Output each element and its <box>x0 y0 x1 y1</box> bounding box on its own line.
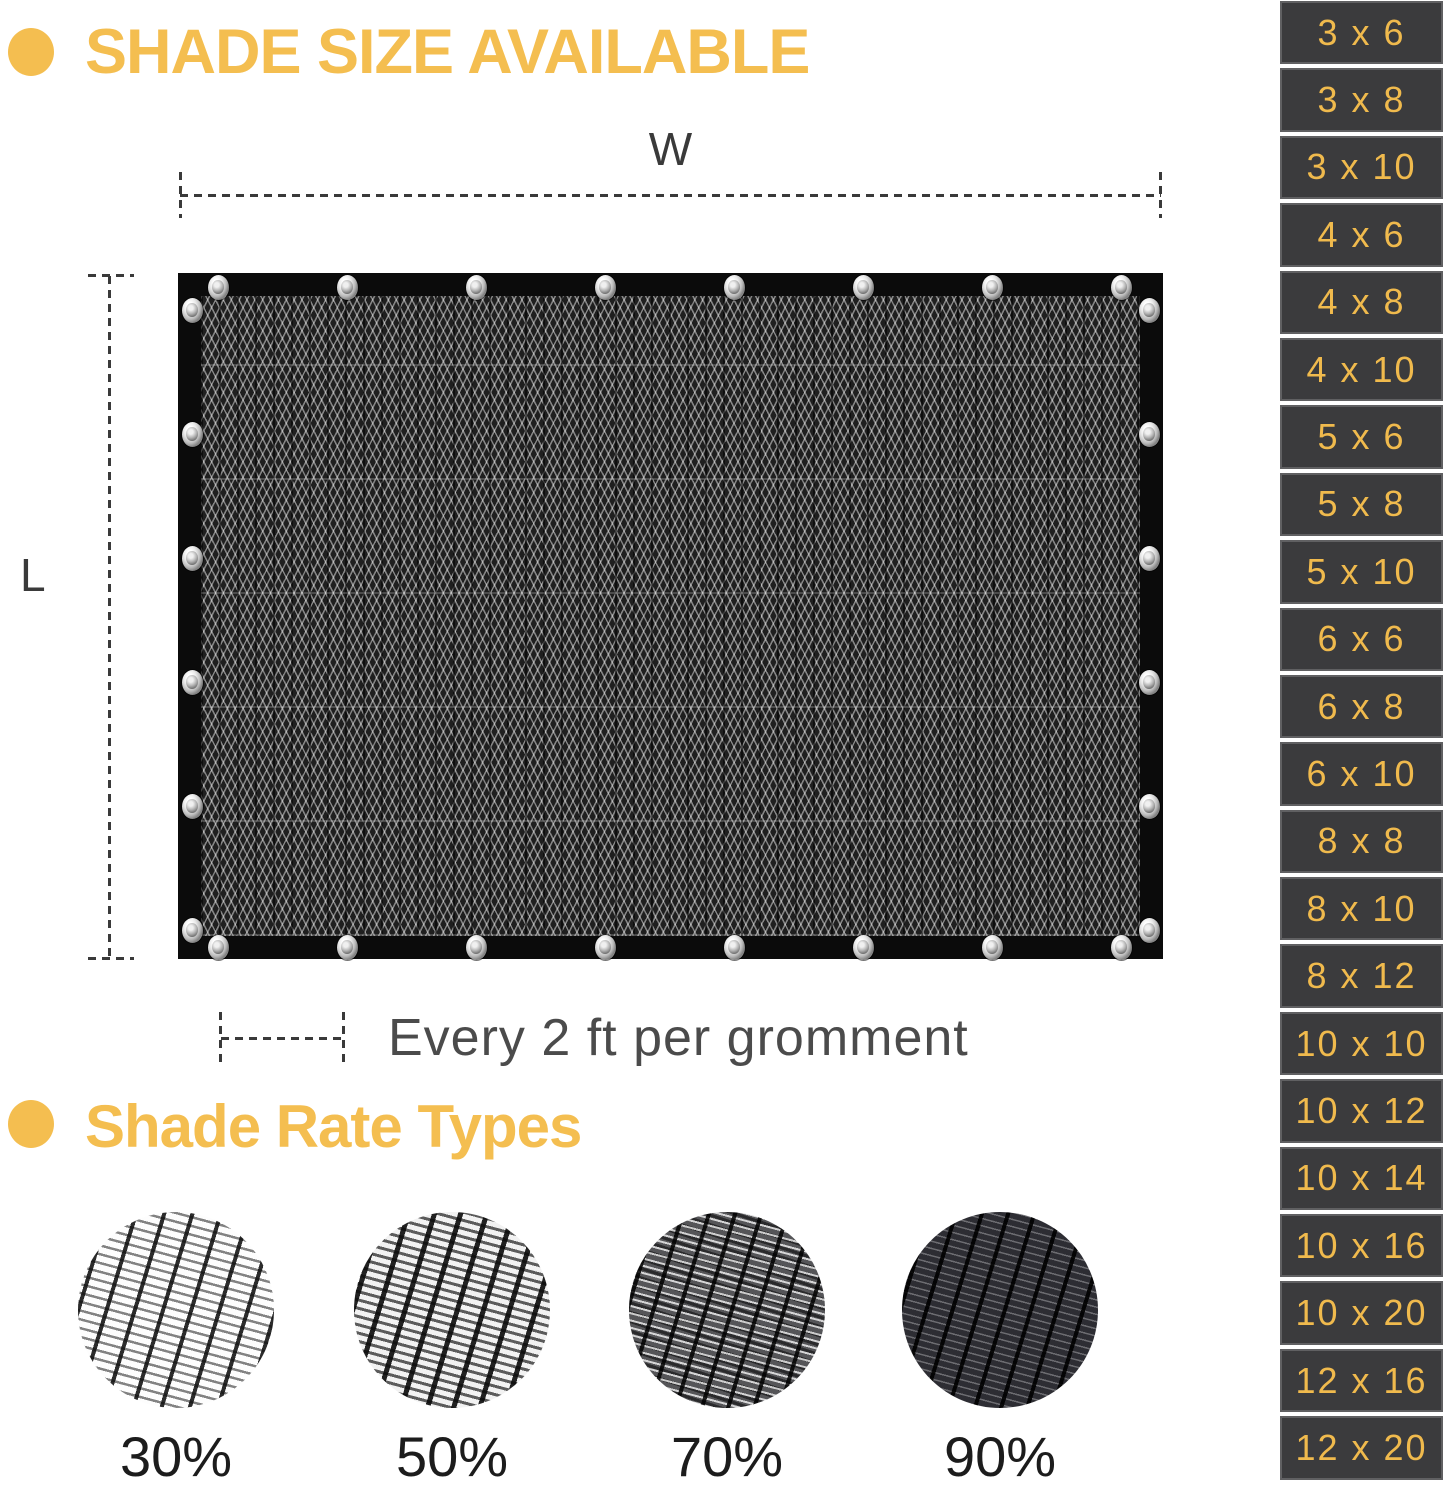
size-item: 3 x 10 <box>1280 136 1443 199</box>
grommet-hole <box>1143 427 1155 441</box>
grommet-hole <box>599 280 611 294</box>
length-dimension-tick-top <box>88 274 134 277</box>
grommet-icon <box>595 275 616 300</box>
shade-rate-label: 50% <box>395 1425 509 1485</box>
width-label: W <box>648 123 693 175</box>
rates-heading: Shade Rate Types <box>85 1093 582 1160</box>
grommet-icon <box>724 935 745 960</box>
grommet-icon <box>208 275 229 300</box>
grommet-icon <box>724 275 745 300</box>
shade-rate-swatch-70 <box>629 1212 825 1408</box>
size-item: 6 x 8 <box>1280 675 1443 738</box>
grommet-hole <box>728 280 740 294</box>
size-item: 8 x 10 <box>1280 877 1443 940</box>
grommet-icon <box>1139 298 1160 323</box>
grommet-hole <box>1143 675 1155 689</box>
grommet-icon <box>182 918 203 943</box>
grommet-hole <box>1143 799 1155 813</box>
grommet-icon <box>1139 670 1160 695</box>
grommet-icon <box>182 670 203 695</box>
size-item: 10 x 10 <box>1280 1012 1443 1075</box>
size-item: 3 x 6 <box>1280 1 1443 64</box>
grommet-hole <box>986 280 998 294</box>
sizes-heading: SHADE SIZE AVAILABLE <box>85 17 810 87</box>
grommet-hole <box>1143 923 1155 937</box>
size-item: 5 x 6 <box>1280 405 1443 468</box>
size-list <box>1280 1 1443 1484</box>
grommet-icon <box>337 275 358 300</box>
size-item: 4 x 6 <box>1280 203 1443 266</box>
width-dimension-tick-left <box>179 172 182 218</box>
size-item: 4 x 10 <box>1280 338 1443 401</box>
bullet-icon <box>8 1100 54 1148</box>
grommet-icon <box>1111 275 1132 300</box>
width-dimension-line <box>180 194 1161 197</box>
grommet-hole <box>186 799 198 813</box>
size-item: 8 x 8 <box>1280 810 1443 873</box>
grommet-icon <box>337 935 358 960</box>
grommet-hole <box>186 551 198 565</box>
grommet-hole <box>470 940 482 954</box>
size-item: 8 x 12 <box>1280 944 1443 1007</box>
grommet-hole <box>186 303 198 317</box>
grommet-icon <box>1139 422 1160 447</box>
size-item: 10 x 14 <box>1280 1147 1443 1210</box>
size-item: 5 x 10 <box>1280 540 1443 603</box>
length-label: L <box>20 549 46 601</box>
grommet-icon <box>182 422 203 447</box>
grommet-icon <box>853 935 874 960</box>
grommet-hole <box>1115 940 1127 954</box>
grommet-icon <box>853 275 874 300</box>
grommet-hole <box>341 280 353 294</box>
grommet-icon <box>1111 935 1132 960</box>
grommet-hole <box>1115 280 1127 294</box>
grommet-icon <box>208 935 229 960</box>
grommet-hole <box>599 940 611 954</box>
size-item: 3 x 8 <box>1280 68 1443 131</box>
size-item: 12 x 20 <box>1280 1416 1443 1479</box>
width-dimension-tick-right <box>1159 172 1162 218</box>
bullet-icon <box>8 28 54 76</box>
grommet-icon <box>466 935 487 960</box>
grommet-icon <box>1139 794 1160 819</box>
grommet-hole <box>728 940 740 954</box>
size-item: 4 x 8 <box>1280 271 1443 334</box>
grommet-icon <box>1139 546 1160 571</box>
grommet-icon <box>182 794 203 819</box>
shade-rate-swatch-90 <box>902 1212 1098 1408</box>
grommet-hole <box>212 940 224 954</box>
grommet-hole <box>341 940 353 954</box>
size-item: 10 x 20 <box>1280 1281 1443 1344</box>
grommet-hole <box>857 280 869 294</box>
shade-rate-label: 90% <box>943 1425 1057 1485</box>
size-item: 10 x 12 <box>1280 1079 1443 1142</box>
grommet-hole <box>1143 551 1155 565</box>
length-dimension-tick-bottom <box>88 957 134 960</box>
size-item: 5 x 8 <box>1280 473 1443 536</box>
grommet-hole <box>186 923 198 937</box>
grommet-hole <box>212 280 224 294</box>
size-item: 10 x 16 <box>1280 1214 1443 1277</box>
grommet-spacing-line <box>221 1037 343 1040</box>
size-item: 12 x 16 <box>1280 1349 1443 1412</box>
grommet-icon <box>982 275 1003 300</box>
grommet-icon <box>595 935 616 960</box>
grommet-hole <box>186 427 198 441</box>
grommet-icon <box>1139 918 1160 943</box>
shade-rate-label: 70% <box>670 1425 784 1485</box>
grommet-hole <box>986 940 998 954</box>
shade-net <box>178 273 1163 959</box>
grommet-icon <box>182 298 203 323</box>
grommet-hole <box>1143 303 1155 317</box>
grommet-icon <box>466 275 487 300</box>
shade-net-mesh <box>201 296 1140 936</box>
shade-rate-swatch-50 <box>354 1212 550 1408</box>
grommet-hole <box>857 940 869 954</box>
size-item: 6 x 10 <box>1280 742 1443 805</box>
shade-rate-label: 30% <box>119 1425 233 1485</box>
length-dimension-line <box>108 276 111 960</box>
size-item: 6 x 6 <box>1280 608 1443 671</box>
grommet-hole <box>186 675 198 689</box>
grommet-note: Every 2 ft per gromment <box>388 1009 969 1067</box>
shade-rate-swatch-30 <box>78 1212 274 1408</box>
grommet-icon <box>182 546 203 571</box>
grommet-hole <box>470 280 482 294</box>
grommet-icon <box>982 935 1003 960</box>
